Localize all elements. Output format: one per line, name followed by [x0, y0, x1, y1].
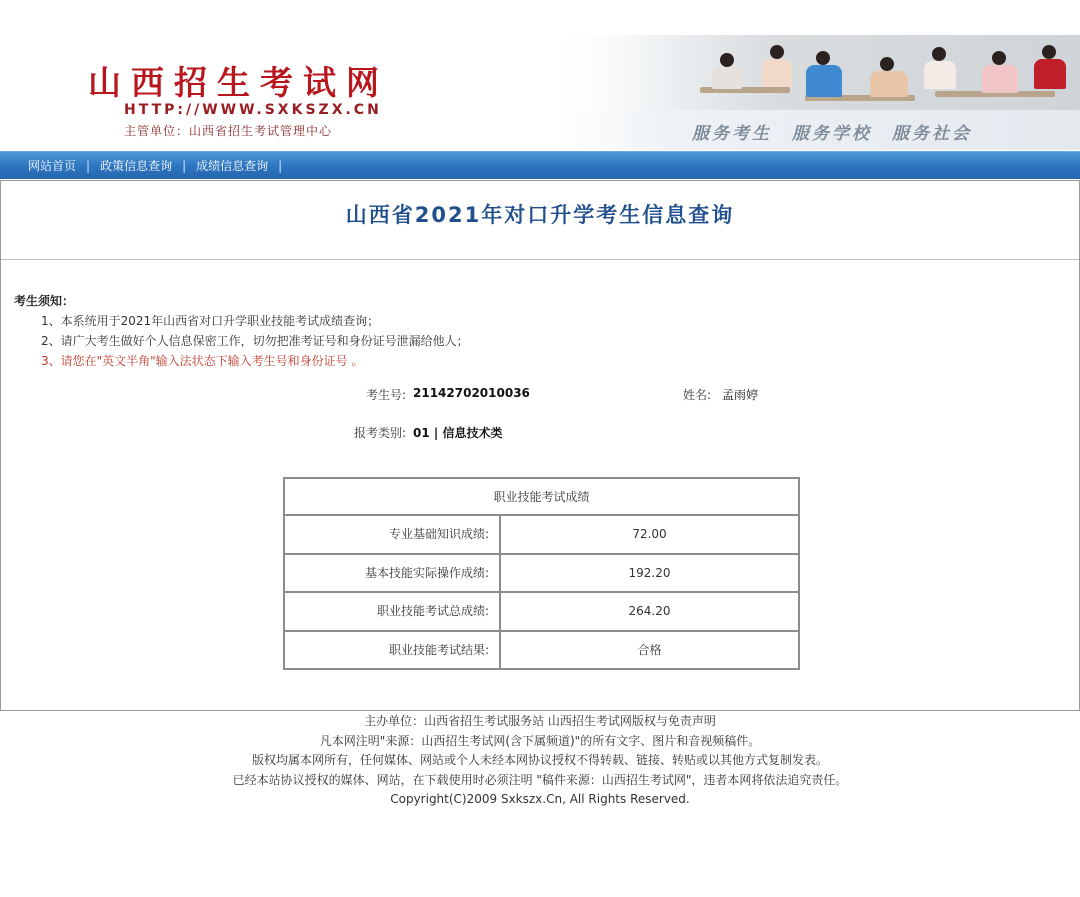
nav-separator: | [182, 158, 187, 173]
category-label: 报考类别: [353, 426, 406, 440]
nav-policy-query[interactable]: 政策信息查询 [100, 159, 173, 173]
candidate-id-label: 考生号: [365, 388, 406, 402]
score-value: 192.20 [628, 565, 671, 580]
header-photo-banner [580, 35, 1080, 110]
title-divider [1, 259, 1079, 260]
score-value: 72.00 [632, 527, 667, 541]
table-row [285, 632, 798, 671]
site-organization: 主管单位：山西省招生考试管理中心 [124, 124, 333, 138]
category-value: 01 | 信息技术类 [413, 426, 503, 440]
footer-host-line: 主办单位：山西省招生考试服务站 山西招生考试网版权与免责声明 [364, 714, 716, 728]
main-nav [0, 151, 1080, 179]
table-row [285, 516, 798, 555]
slogan-society: 服务社会 [892, 124, 972, 144]
site-title: 山西招生考试网 [88, 63, 389, 102]
footer-source-line: 凡本网注明"来源：山西招生考试网(含下属频道)"的所有文字、图片和音视频稿件。 [319, 733, 761, 748]
slogan-students: 服务考生 [692, 124, 772, 144]
exam-result-value: 合格 [637, 642, 662, 657]
candidate-id-value: 21142702010036 [413, 386, 530, 400]
nav-home[interactable]: 网站首页 [28, 159, 77, 173]
notice-item: 2、请广大考生做好个人信息保密工作，切勿把准考证号和身份证号泄漏给他人； [41, 334, 469, 348]
candidate-name-label: 姓名: [682, 388, 711, 402]
candidate-name-value: 孟雨婷 [722, 388, 759, 402]
score-label: 基本技能实际操作成绩: [285, 555, 501, 592]
score-label: 职业技能考试总成绩: [285, 593, 501, 630]
notice-item-warning: 3、请您在"英文半角"输入法状态下输入考生号和身份证号 。 [41, 354, 364, 368]
score-label: 专业基础知识成绩: [285, 516, 501, 553]
query-result-panel [0, 180, 1080, 711]
nav-score-query[interactable]: 成绩信息查询 [196, 159, 269, 173]
footer-copyright-notice: 版权均属本网所有，任何媒体、网站或个人未经本网协议授权不得转载、链接、转贴或以其他方式复制发表。 [251, 753, 828, 767]
table-row [285, 555, 798, 594]
notice-item: 1、本系统用于2021年山西省对口升学职业技能考试成绩查询； [41, 314, 380, 328]
nav-separator: | [278, 158, 283, 173]
table-row [285, 593, 798, 632]
nav-separator: | [86, 158, 91, 173]
score-value: 264.20 [628, 604, 671, 618]
page-title: 山西省2021年对口升学考生信息查询 [345, 203, 735, 227]
site-header [0, 35, 1080, 150]
footer-authorization-line: 已经本站协议授权的媒体、网站，在下载使用时必须注明 "稿件来源：山西招生考试网"，违者本网将依法追究责任。 [232, 772, 848, 787]
score-table [283, 477, 800, 670]
notice-title: 考生须知： [14, 294, 75, 308]
slogan-schools: 服务学校 [792, 124, 872, 144]
site-footer [0, 712, 1080, 810]
score-table-header: 职业技能考试成绩 [285, 479, 798, 516]
footer-copyright: Copyright(C)2009 Sxkszx.Cn, All Rights Reserved. [390, 792, 690, 806]
site-url[interactable]: HTTP://WWW.SXKSZX.CN [124, 102, 382, 118]
score-label: 职业技能考试结果: [285, 632, 501, 671]
